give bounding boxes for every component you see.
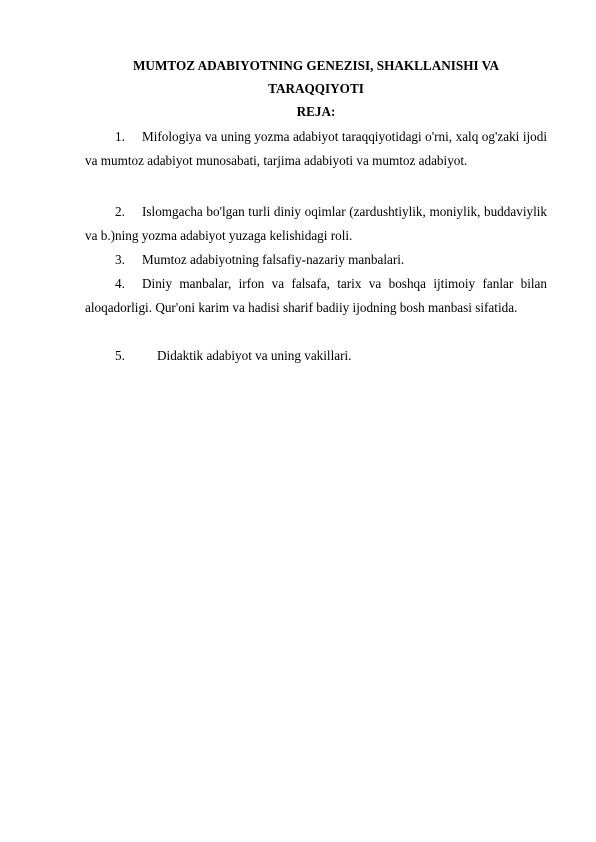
plan-item-number: 4. bbox=[115, 276, 125, 291]
plan-item-2 bbox=[85, 200, 547, 247]
plan-item-1 bbox=[85, 125, 547, 172]
document-title-line2: TARAQQIYOTI bbox=[268, 81, 364, 96]
plan-item-4 bbox=[85, 272, 547, 319]
document-title-line1: MUMTOZ ADABIYOTNING GENEZISI, SHAKLLANISHI VA bbox=[132, 58, 500, 73]
plan-item-text: Islomgacha bo'lgan turli diniy oqimlar (zardushtiylik, moniylik, buddaviylik va b.)ning yozma adabiyot yuzaga kelishidagi roli. bbox=[85, 204, 547, 243]
plan-item-text: Mifologiya va uning yozma adabiyot taraqqiyotidagi o'rni, xalq og'zaki ijodi va mumtoz adabiyot munosabati, tarjima adabiyoti va mumtoz adabiyot. bbox=[85, 129, 547, 168]
plan-item-text: Diniy manbalar, irfon va falsafa, tarix va boshqa ijtimoiy fanlar bilan aloqadorligi. Qur'oni karim va hadisi sharif badiiy ijodning bosh manbasi sifatida. bbox=[85, 276, 547, 315]
plan-item-5 bbox=[85, 344, 547, 368]
plan-item-3 bbox=[85, 248, 547, 272]
plan-heading: REJA: bbox=[296, 104, 336, 119]
plan-item-number: 5. bbox=[115, 348, 125, 363]
plan-item-number: 1. bbox=[115, 129, 125, 144]
plan-item-text: Didaktik adabiyot va uning vakillari. bbox=[157, 348, 352, 363]
plan-item-number: 2. bbox=[115, 204, 125, 219]
plan-item-text: Mumtoz adabiyotning falsafiy-nazariy manbalari. bbox=[142, 252, 405, 267]
plan-item-number: 3. bbox=[115, 252, 125, 267]
